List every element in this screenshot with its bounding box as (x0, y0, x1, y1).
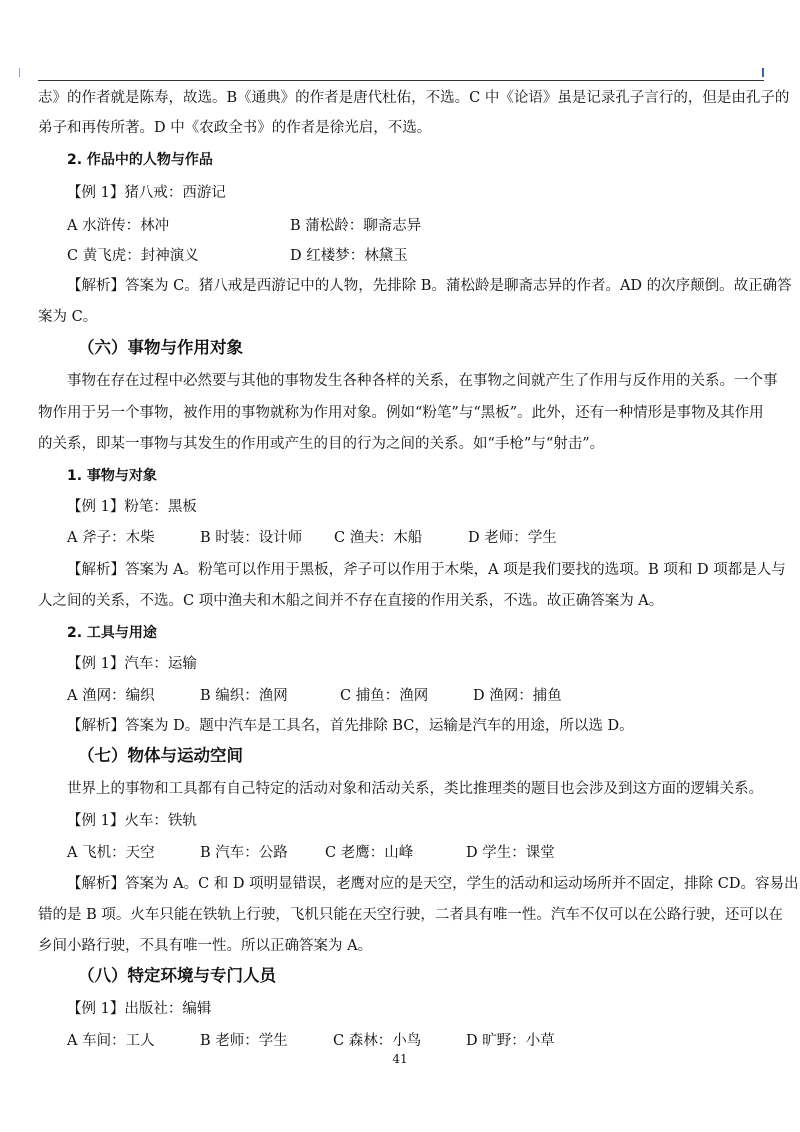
option-d: D 渔网：捕鱼 (473, 688, 562, 704)
section-heading-8: （八）特定环境与专门人员 (78, 966, 276, 985)
option-d: D 旷野：小草 (466, 1033, 555, 1049)
option-b: B 老师：学生 (200, 1033, 288, 1049)
option-b: B 蒲松龄：聊斋志异 (290, 218, 422, 234)
analysis-line: 【解析】答案为 A。C 和 D 项明显错误，老鹰对应的是天空，学生的活动和运动场所并不固定，排除 CD。容易出 (67, 876, 799, 892)
paragraph-line: 的关系，即某一事物与其发生的作用或产生的目的行为之间的关系。如“手枪”与“射击”。 (38, 436, 605, 452)
paragraph-line: 弟子和再传所著。D 中《农政全书》的作者是徐光启，不选。 (38, 120, 432, 136)
option-a: A 飞机：天空 (67, 845, 155, 861)
analysis-line: 【解析】答案为 A。粉笔可以作用于黑板，斧子可以作用于木柴，A 项是我们要找的选项。B 项和 D 项都是人与 (67, 562, 786, 578)
option-c: C 黄飞虎：封神演义 (67, 248, 199, 264)
option-c: C 捕鱼：渔网 (340, 688, 429, 704)
option-c: C 老鹰：山峰 (325, 845, 414, 861)
section-heading-7: （七）物体与运动空间 (78, 746, 243, 765)
example-label: 【例 1】出版社：编辑 (67, 1001, 212, 1017)
option-a: A 渔网：编织 (67, 688, 155, 704)
option-c: C 森林：小鸟 (333, 1033, 422, 1049)
analysis-line: 错的是 B 项。火车只能在铁轨上行驶，飞机只能在天空行驶，二者具有唯一性。汽车不仅可以在公路行驶，还可以在 (38, 907, 783, 923)
example-label: 【例 1】粉笔：黑板 (67, 499, 197, 515)
example-label: 【例 1】火车：铁轨 (67, 813, 197, 829)
example-label: 【例 1】猪八戒：西游记 (67, 185, 226, 201)
analysis-line: 案为 C。 (38, 309, 98, 325)
paragraph-line: 世界上的事物和工具都有自己特定的活动对象和活动关系，类比推理类的题目也会涉及到这方面的逻辑关系。 (67, 781, 763, 797)
option-c: C 渔夫：木船 (334, 530, 423, 546)
option-d: D 老师：学生 (468, 530, 557, 546)
subheading-tool: 2. 工具与用途 (67, 625, 157, 641)
option-a: A 斧子：木柴 (67, 530, 155, 546)
analysis-line: 【解析】答案为 D。题中汽车是工具名，首先排除 BC，运输是汽车的用途，所以选 D。 (67, 718, 634, 734)
option-b: B 时装：设计师 (200, 530, 303, 546)
analysis-line: 人之间的关系，不选。C 项中渔夫和木船之间并不存在直接的作用关系，不选。故正确答案为 A。 (38, 593, 664, 609)
header-margin-mark-right (762, 68, 764, 77)
analysis-line: 乡间小路行驶，不具有唯一性。所以正确答案为 A。 (38, 938, 373, 954)
page-number: 41 (392, 1052, 408, 1066)
header-rule (38, 80, 764, 81)
option-a: A 水浒传：林冲 (67, 218, 170, 234)
option-d: D 红楼梦：林黛玉 (290, 248, 408, 264)
paragraph-line: 事物在存在过程中必然要与其他的事物发生各种各样的关系，在事物之间就产生了作用与反作用的关系。一个事 (67, 373, 778, 389)
option-a: A 车间：工人 (67, 1033, 155, 1049)
section-heading-6: （六）事物与作用对象 (78, 338, 243, 357)
subheading-works: 2. 作品中的人物与作品 (67, 152, 213, 168)
analysis-line: 【解析】答案为 C。猪八戒是西游记中的人物，先排除 B。蒲松龄是聊斋志异的作者。AD 的次序颠倒。故正确答 (67, 278, 792, 294)
example-label: 【例 1】汽车：运输 (67, 656, 197, 672)
option-b: B 编织：渔网 (200, 688, 288, 704)
paragraph-line: 物作用于另一个事物，被作用的事物就称为作用对象。例如“粉笔”与“黑板”。此外，还有一种情形是事物及其作用 (38, 405, 764, 421)
option-d: D 学生：课堂 (466, 845, 555, 861)
paragraph-line: 志》的作者就是陈寿，故选。B《通典》的作者是唐代杜佑，不选。C 中《论语》虽是记录孔子言行的，但是由孔子的 (38, 90, 790, 106)
subheading-object: 1. 事物与对象 (67, 468, 157, 484)
header-margin-mark-left (19, 68, 20, 77)
option-b: B 汽车：公路 (200, 845, 288, 861)
